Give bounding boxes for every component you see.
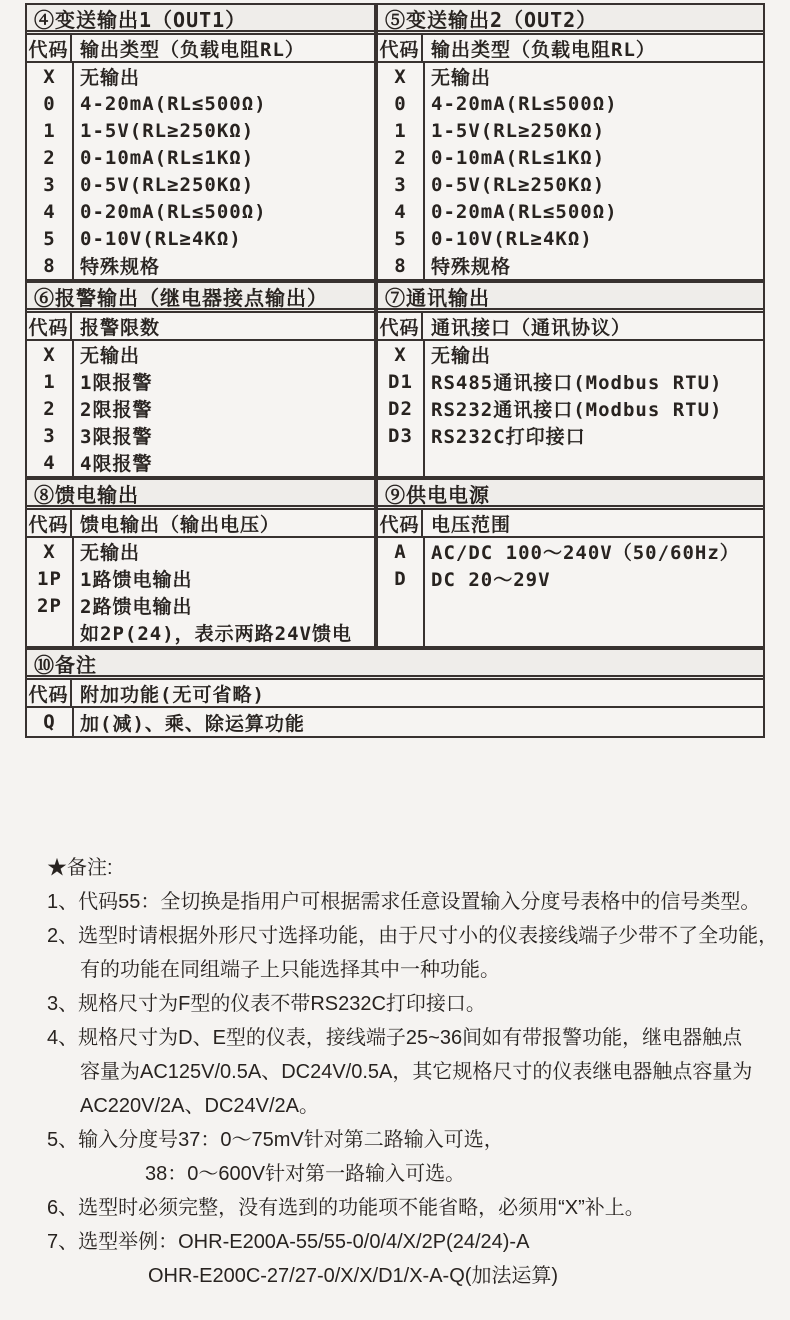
table-feed-header-row bbox=[27, 510, 374, 538]
table-alarm bbox=[25, 281, 376, 478]
code-cell: 3 bbox=[43, 424, 56, 447]
code-column-header: 代码 bbox=[378, 313, 423, 339]
desc-cell: 无输出 bbox=[80, 67, 141, 89]
desc-cell: 1-5V(RL≥250KΩ) bbox=[431, 119, 606, 142]
table-row bbox=[378, 63, 763, 90]
desc-cell: 3限报警 bbox=[80, 426, 153, 448]
notes-header: ★备注: bbox=[47, 857, 113, 879]
desc-cell: 0-5V(RL≥250KΩ) bbox=[431, 173, 606, 196]
desc-column-header: 输出类型（负载电阻RL） bbox=[431, 38, 656, 61]
note-line: 4、规格尺寸为D、E型的仪表，接线端子25~36间如有带报警功能，继电器触点 bbox=[47, 1027, 743, 1049]
table-row bbox=[27, 198, 374, 225]
table-alarm-title: ⑥报警输出（继电器接点输出） bbox=[27, 283, 374, 313]
table-comm-header-row bbox=[378, 313, 763, 341]
desc-cell: 加(减)、乘、除运算功能 bbox=[80, 712, 305, 735]
table-alarm-body bbox=[27, 341, 374, 476]
notes-list bbox=[47, 885, 779, 1293]
section-transmit-outputs bbox=[25, 3, 765, 281]
code-cell: 5 bbox=[394, 227, 407, 250]
notes-section bbox=[47, 851, 779, 1293]
desc-cell: 1限报警 bbox=[80, 372, 153, 394]
table-row bbox=[27, 592, 374, 619]
desc-column-header: 馈电输出（输出电压） bbox=[80, 513, 281, 536]
note-line: 7、选型举例：OHR-E200A-55/55-0/0/4/X/2P(24/24)-A bbox=[47, 1231, 530, 1253]
table-row bbox=[378, 538, 763, 565]
table-row bbox=[378, 252, 763, 279]
desc-cell: 0-20mA(RL≤500Ω) bbox=[80, 200, 267, 223]
desc-cell: 0-10mA(RL≤1KΩ) bbox=[80, 146, 255, 169]
table-row bbox=[27, 252, 374, 279]
code-column-header: 代码 bbox=[378, 510, 423, 536]
table-row bbox=[378, 198, 763, 225]
table-row bbox=[27, 368, 374, 395]
section-alarm-comm bbox=[25, 281, 765, 478]
table-remark-header-row bbox=[27, 680, 763, 708]
code-cell: D3 bbox=[388, 424, 413, 447]
desc-cell: 0-10V(RL≥4KΩ) bbox=[431, 227, 593, 250]
table-row bbox=[27, 422, 374, 449]
table-remark bbox=[25, 648, 765, 738]
note-line: 2、选型时请根据外形尺寸选择功能，由于尺寸小的仪表接线端子少带不了全功能， bbox=[47, 925, 779, 947]
table-row bbox=[27, 171, 374, 198]
desc-cell: 如2P(24)，表示两路24V馈电 bbox=[80, 623, 352, 645]
code-cell: A bbox=[394, 540, 407, 563]
table-out2-header-row bbox=[378, 35, 763, 63]
table-out2 bbox=[376, 3, 765, 281]
code-cell: 3 bbox=[394, 173, 407, 196]
code-column-header: 代码 bbox=[27, 313, 72, 339]
code-cell: 1P bbox=[37, 567, 62, 590]
desc-cell: 无输出 bbox=[431, 67, 492, 89]
desc-cell: AC/DC 100～240V（50/60Hz） bbox=[431, 542, 740, 564]
code-cell: X bbox=[43, 343, 56, 366]
desc-cell: 0-5V(RL≥250KΩ) bbox=[80, 173, 255, 196]
table-row bbox=[27, 117, 374, 144]
desc-cell: 0-20mA(RL≤500Ω) bbox=[431, 200, 618, 223]
table-row bbox=[27, 225, 374, 252]
desc-cell: 1路馈电输出 bbox=[80, 569, 193, 591]
desc-cell: 特殊规格 bbox=[80, 256, 161, 278]
table-feed-body bbox=[27, 538, 374, 646]
desc-cell: DC 20～29V bbox=[431, 569, 551, 591]
table-alarm-header-row bbox=[27, 313, 374, 341]
code-cell: 4 bbox=[43, 200, 56, 223]
note-line: 5、输入分度号37：0～75mV针对第二路输入可选， bbox=[47, 1129, 504, 1151]
code-cell: 8 bbox=[43, 254, 56, 277]
table-row bbox=[378, 225, 763, 252]
code-cell: Q bbox=[43, 711, 56, 733]
table-row bbox=[378, 422, 763, 449]
table-row bbox=[27, 538, 374, 565]
code-cell: 1 bbox=[394, 119, 407, 142]
table-remark-body bbox=[27, 708, 763, 736]
note-line: 容量为AC125V/0.5A、DC24V/0.5A，其它规格尺寸的仪表继电器触点容量为 bbox=[80, 1061, 753, 1083]
table-feed bbox=[25, 478, 376, 648]
note-line: AC220V/2A、DC24V/2A。 bbox=[80, 1095, 320, 1117]
desc-cell: 1-5V(RL≥250KΩ) bbox=[80, 119, 255, 142]
desc-cell: 无输出 bbox=[431, 345, 492, 367]
desc-cell: 0-10V(RL≥4KΩ) bbox=[80, 227, 242, 250]
desc-cell: 无输出 bbox=[80, 542, 141, 564]
desc-cell: RS485通讯接口(Modbus RTU) bbox=[431, 372, 723, 394]
table-supply-header-row bbox=[378, 510, 763, 538]
desc-column-header: 通讯接口（通讯协议） bbox=[431, 316, 632, 339]
table-comm-body bbox=[378, 341, 763, 476]
table-row bbox=[378, 395, 763, 422]
code-cell: 2 bbox=[43, 146, 56, 169]
table-comm-title: ⑦通讯输出 bbox=[378, 283, 763, 313]
table-out1-title: ④变送输出1（OUT1） bbox=[27, 5, 374, 35]
code-cell: 2 bbox=[394, 146, 407, 169]
code-cell: X bbox=[394, 65, 407, 88]
code-cell: X bbox=[43, 65, 56, 88]
code-cell: 1 bbox=[43, 370, 56, 393]
table-row bbox=[378, 171, 763, 198]
note-line: 有的功能在同组端子上只能选择其中一种功能。 bbox=[80, 959, 500, 981]
table-out2-body bbox=[378, 63, 763, 279]
table-out1 bbox=[25, 3, 376, 281]
code-cell: 2 bbox=[43, 397, 56, 420]
desc-cell: 4-20mA(RL≤500Ω) bbox=[431, 92, 618, 115]
selection-code-tables bbox=[25, 3, 765, 738]
desc-cell: 0-10mA(RL≤1KΩ) bbox=[431, 146, 606, 169]
table-row bbox=[378, 341, 763, 368]
note-line: OHR-E200C-27/27-0/X/X/D1/X-A-Q(加法运算) bbox=[148, 1265, 559, 1287]
table-row bbox=[27, 708, 763, 736]
table-row bbox=[378, 90, 763, 117]
note-line: 3、规格尺寸为F型的仪表不带RS232C打印接口。 bbox=[47, 993, 486, 1015]
desc-column-header: 输出类型（负载电阻RL） bbox=[80, 38, 305, 61]
code-cell: 3 bbox=[43, 173, 56, 196]
desc-cell: 2限报警 bbox=[80, 399, 153, 421]
table-remark-title: ⑩备注 bbox=[27, 650, 763, 680]
table-out1-body bbox=[27, 63, 374, 279]
code-cell: 4 bbox=[43, 451, 56, 474]
note-line: 6、选型时必须完整，没有选到的功能项不能省略，必须用“X”补上。 bbox=[47, 1197, 645, 1219]
table-row bbox=[27, 144, 374, 171]
code-cell: X bbox=[394, 343, 407, 366]
table-row bbox=[27, 565, 374, 592]
desc-cell: 特殊规格 bbox=[431, 256, 512, 278]
desc-cell: 4限报警 bbox=[80, 453, 153, 475]
table-row bbox=[378, 117, 763, 144]
desc-cell: 2路馈电输出 bbox=[80, 596, 193, 618]
table-row bbox=[27, 341, 374, 368]
code-cell: D1 bbox=[388, 370, 413, 393]
code-cell: 4 bbox=[394, 200, 407, 223]
code-column-header: 代码 bbox=[27, 680, 72, 706]
table-row bbox=[27, 449, 374, 476]
table-supply-body bbox=[378, 538, 763, 646]
table-supply bbox=[376, 478, 765, 648]
code-column-header: 代码 bbox=[27, 510, 72, 536]
desc-column-header: 附加功能(无可省略) bbox=[80, 683, 265, 706]
table-row bbox=[27, 395, 374, 422]
desc-cell: RS232C打印接口 bbox=[431, 426, 586, 448]
code-column-header: 代码 bbox=[27, 35, 72, 61]
note-line: 38：0～600V针对第一路输入可选。 bbox=[145, 1163, 466, 1185]
code-column-header: 代码 bbox=[378, 35, 423, 61]
code-cell: 1 bbox=[43, 119, 56, 142]
desc-column-header: 报警限数 bbox=[80, 316, 161, 339]
table-row bbox=[27, 63, 374, 90]
code-cell: D bbox=[394, 567, 407, 590]
code-cell: 5 bbox=[43, 227, 56, 250]
table-row bbox=[378, 368, 763, 395]
note-line: 1、代码55：全切换是指用户可根据需求任意设置输入分度号表格中的信号类型。 bbox=[47, 891, 761, 913]
code-cell: 0 bbox=[43, 92, 56, 115]
code-cell: 2P bbox=[37, 594, 62, 617]
desc-cell: RS232通讯接口(Modbus RTU) bbox=[431, 399, 723, 421]
code-cell: 0 bbox=[394, 92, 407, 115]
desc-cell: 无输出 bbox=[80, 345, 141, 367]
table-feed-title: ⑧馈电输出 bbox=[27, 480, 374, 510]
code-cell: D2 bbox=[388, 397, 413, 420]
section-feed-supply bbox=[25, 478, 765, 648]
desc-column-header: 电压范围 bbox=[431, 513, 512, 536]
table-comm bbox=[376, 281, 765, 478]
code-cell: 8 bbox=[394, 254, 407, 277]
table-out2-title: ⑤变送输出2（OUT2） bbox=[378, 5, 763, 35]
table-supply-title: ⑨供电电源 bbox=[378, 480, 763, 510]
desc-cell: 4-20mA(RL≤500Ω) bbox=[80, 92, 267, 115]
table-row bbox=[378, 144, 763, 171]
table-row bbox=[27, 619, 374, 646]
table-out1-header-row bbox=[27, 35, 374, 63]
code-cell: X bbox=[43, 540, 56, 563]
table-row bbox=[27, 90, 374, 117]
table-row bbox=[378, 565, 763, 592]
